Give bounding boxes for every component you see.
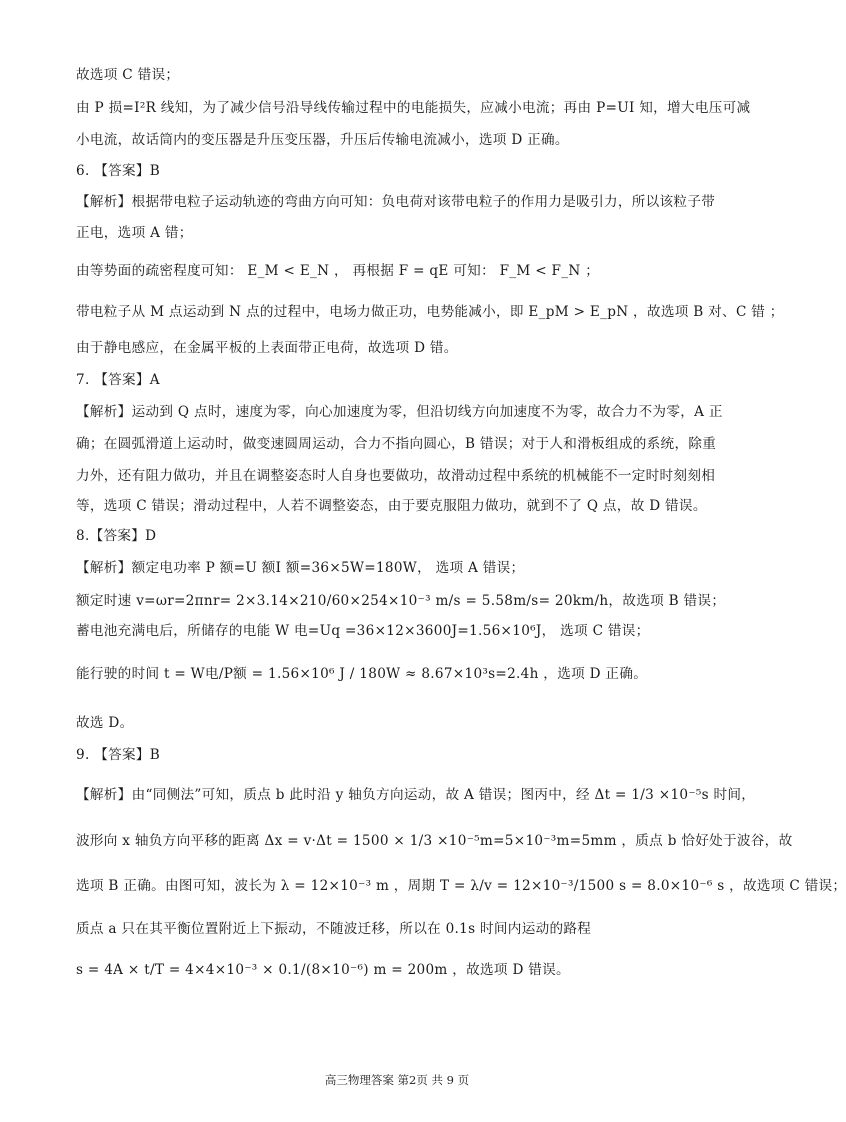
text-line: 小电流，故话筒内的变压器是升压变压器，升压后传输电流减小，选项 D 正确。 [76, 132, 569, 148]
formula-line: 能行驶的时间 t = W电/P额 = 1.56×10⁶ J / 180W ≈ 8.67×10³s=2.4h ，选项 D 正确。 [76, 666, 648, 682]
formula-line: 选项 B 正确。由图可知，波长为 λ = 12×10⁻³ m ，周期 T = λ/v = 12×10⁻³/1500 s = 8.0×10⁻⁶ s ，故选项 C 错误； [76, 878, 846, 894]
text-line: 【解析】运动到 Q 点时，速度为零，向心加速度为零，但沿切线方向加速度不为零，故合力不为零，A 正 [76, 404, 723, 420]
page-footer: 高三物理答案 第2页 共 9 页 [324, 1073, 470, 1087]
text-line: 正电，选项 A 错； [76, 225, 193, 241]
formula-line: 【解析】由“同侧法”可知，质点 b 此时沿 y 轴负方向运动，故 A 错误；图丙中，经 Δt = 1/3 ×10⁻⁵s 时间， [76, 787, 756, 803]
text-line: 确；在圆弧滑道上运动时，做变速圆周运动，合力不指向圆心，B 错误；对于人和滑板组成的系统，除重 [76, 436, 717, 452]
answer-heading: 9. 【答案】B [76, 747, 161, 763]
text-line: 故选项 C 错误； [76, 67, 180, 83]
text-line: 等，选项 C 错误；滑动过程中，人若不调整姿态，由于要克服阻力做功，就到不了 Q 点，故 D 错误。 [76, 498, 707, 514]
answer-heading: 6. 【答案】B [76, 163, 161, 179]
text-line: 由等势面的疏密程度可知： E_M < E_N ， 再根据 F = qE 可知： F_M < F_N ； [76, 263, 600, 279]
text-line: 力外，还有阻力做功，并且在调整姿态时人自身也要做功，故滑动过程中系统的机械能不一定时时刻刻相 [76, 468, 716, 484]
text-line: 【解析】额定电功率 P 额=U 额I 额=36×5W=180W， 选项 A 错误； [76, 560, 525, 576]
text-line: 由于静电感应，在金属平板的上表面带正电荷，故选项 D 错。 [76, 340, 458, 356]
answer-heading: 8.【答案】D [76, 528, 157, 544]
answer-heading: 7. 【答案】A [76, 372, 160, 388]
text-line: 蓄电池充满电后，所储存的电能 W 电=Uq =36×12×3600J=1.56×10⁶J， 选项 C 错误； [76, 623, 650, 639]
text-line: 【解析】根据带电粒子运动轨迹的弯曲方向可知：负电荷对该带电粒子的作用力是吸引力，所以该粒子带 [76, 194, 716, 210]
text-line: 带电粒子从 M 点运动到 N 点的过程中，电场力做正功，电势能减小，即 E_pM > E_pN ，故选项 B 对、C 错 ； [76, 304, 784, 320]
text-line: 额定时速 v=ωr=2πnr= 2×3.14×210/60×254×10⁻³ m/s = 5.58m/s= 20km/h，故选项 B 错误； [76, 593, 726, 609]
formula-line: 波形向 x 轴负方向平移的距离 Δx = v·Δt = 1500 × 1/3 ×10⁻⁵m=5×10⁻³m=5mm ，质点 b 恰好处于波谷，故 [76, 833, 793, 849]
text-line: 故选 D。 [76, 715, 134, 731]
formula-line: s = 4A × t/T = 4×4×10⁻³ × 0.1/(8×10⁻⁶) m = 200m ，故选项 D 错误。 [76, 962, 570, 978]
text-line: 由 P 损=I²R 线知，为了减少信号沿导线传输过程中的电能损失，应减小电流；再由 P=UI 知，增大电压可减 [76, 100, 751, 116]
text-line: 质点 a 只在其平衡位置附近上下振动，不随波迁移，所以在 0.1s 时间内运动的路程 [76, 921, 592, 937]
